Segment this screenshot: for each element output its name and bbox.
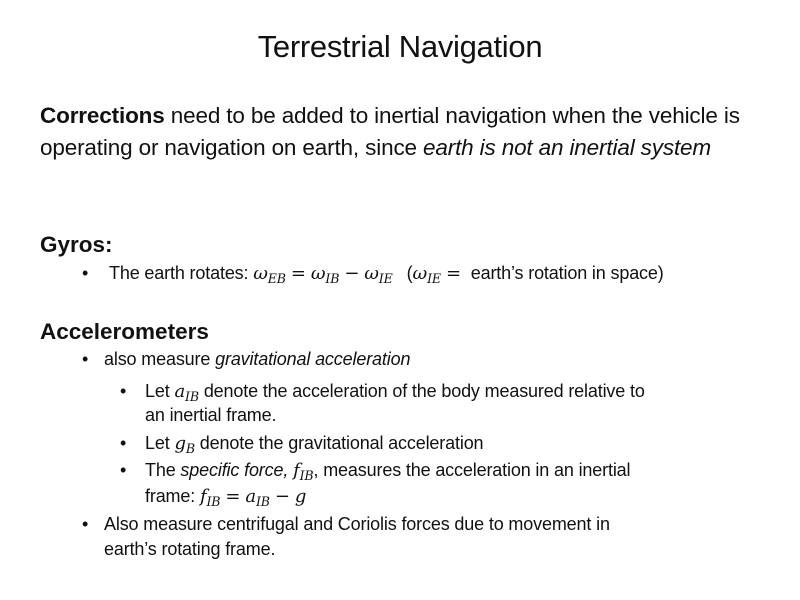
accel-bullet-1: • <box>82 349 89 369</box>
f-ib-eq-lhs: $f_{IB}$ <box>199 486 221 509</box>
intro-text: need to be added to inertial navigation when the vehicle is operating or navigation on earth, since <box>40 103 740 160</box>
sub-item-1-line2: an inertial frame. <box>145 405 277 425</box>
a-ib-symbol: $a_{IB}$ <box>174 381 199 404</box>
f-ib-symbol: $f_{IB}$ <box>293 460 314 483</box>
omega-ib: $\omega_{IB}$ <box>310 263 340 286</box>
intro-italic: earth is not an inertial system <box>423 135 711 160</box>
intro-bold-term: Corrections <box>40 103 165 128</box>
slide-title: Terrestrial Navigation <box>257 29 543 64</box>
accel-item-1: also measure gravitational acceleration <box>104 349 411 369</box>
sub-item-1: Let $a_{IB}$ denote the acceleration of the body measured relative to <box>145 381 645 404</box>
sub-item-2: Let $g_B$ denote the gravitational acceleration <box>145 433 484 456</box>
gyros-bullet: • <box>82 263 89 283</box>
accel-item-2-line2: earth’s rotating frame. <box>104 539 276 559</box>
omega-ie: $\omega_{IE}$ <box>364 263 393 286</box>
omega-eb: $\omega_{EB}$ <box>253 263 286 286</box>
gyros-item-text: The earth rotates: <box>109 263 254 283</box>
intro-paragraph <box>40 100 780 164</box>
gyros-heading: Gyros: <box>40 232 113 257</box>
a-ib-eq: $a_{IB}$ <box>245 486 270 509</box>
sub-item-3: The specific force, $f_{IB}$, measures the acceleration in an inertial <box>145 460 631 483</box>
accelerometers-heading: Accelerometers <box>40 319 209 344</box>
accel-item-2: Also measure centrifugal and Coriolis forces due to movement in <box>104 514 610 534</box>
sub-bullet-2: • <box>120 433 127 453</box>
paren-text: earth’s rotation in space) <box>465 263 664 283</box>
gravitational-acceleration-term: gravitational acceleration <box>215 349 411 369</box>
specific-force-term: specific force, <box>180 460 294 480</box>
minus-sign: − <box>344 263 360 284</box>
sub-item-3-line2: frame: $f_{IB} = a_{IB} - g$ <box>145 486 307 509</box>
omega-ie-paren: $\omega_{IE}$ <box>412 263 441 286</box>
equals-sign: = <box>290 263 306 284</box>
sub-bullet-3: • <box>120 460 127 480</box>
accel-bullet-2: • <box>82 514 89 534</box>
paren-open: ( <box>406 263 413 283</box>
g-b-symbol: $g_B$ <box>174 433 195 456</box>
paren-equals: = <box>445 263 461 284</box>
g-eq: g <box>294 486 307 507</box>
sub-bullet-1: • <box>120 381 127 401</box>
gyros-item <box>109 261 664 286</box>
